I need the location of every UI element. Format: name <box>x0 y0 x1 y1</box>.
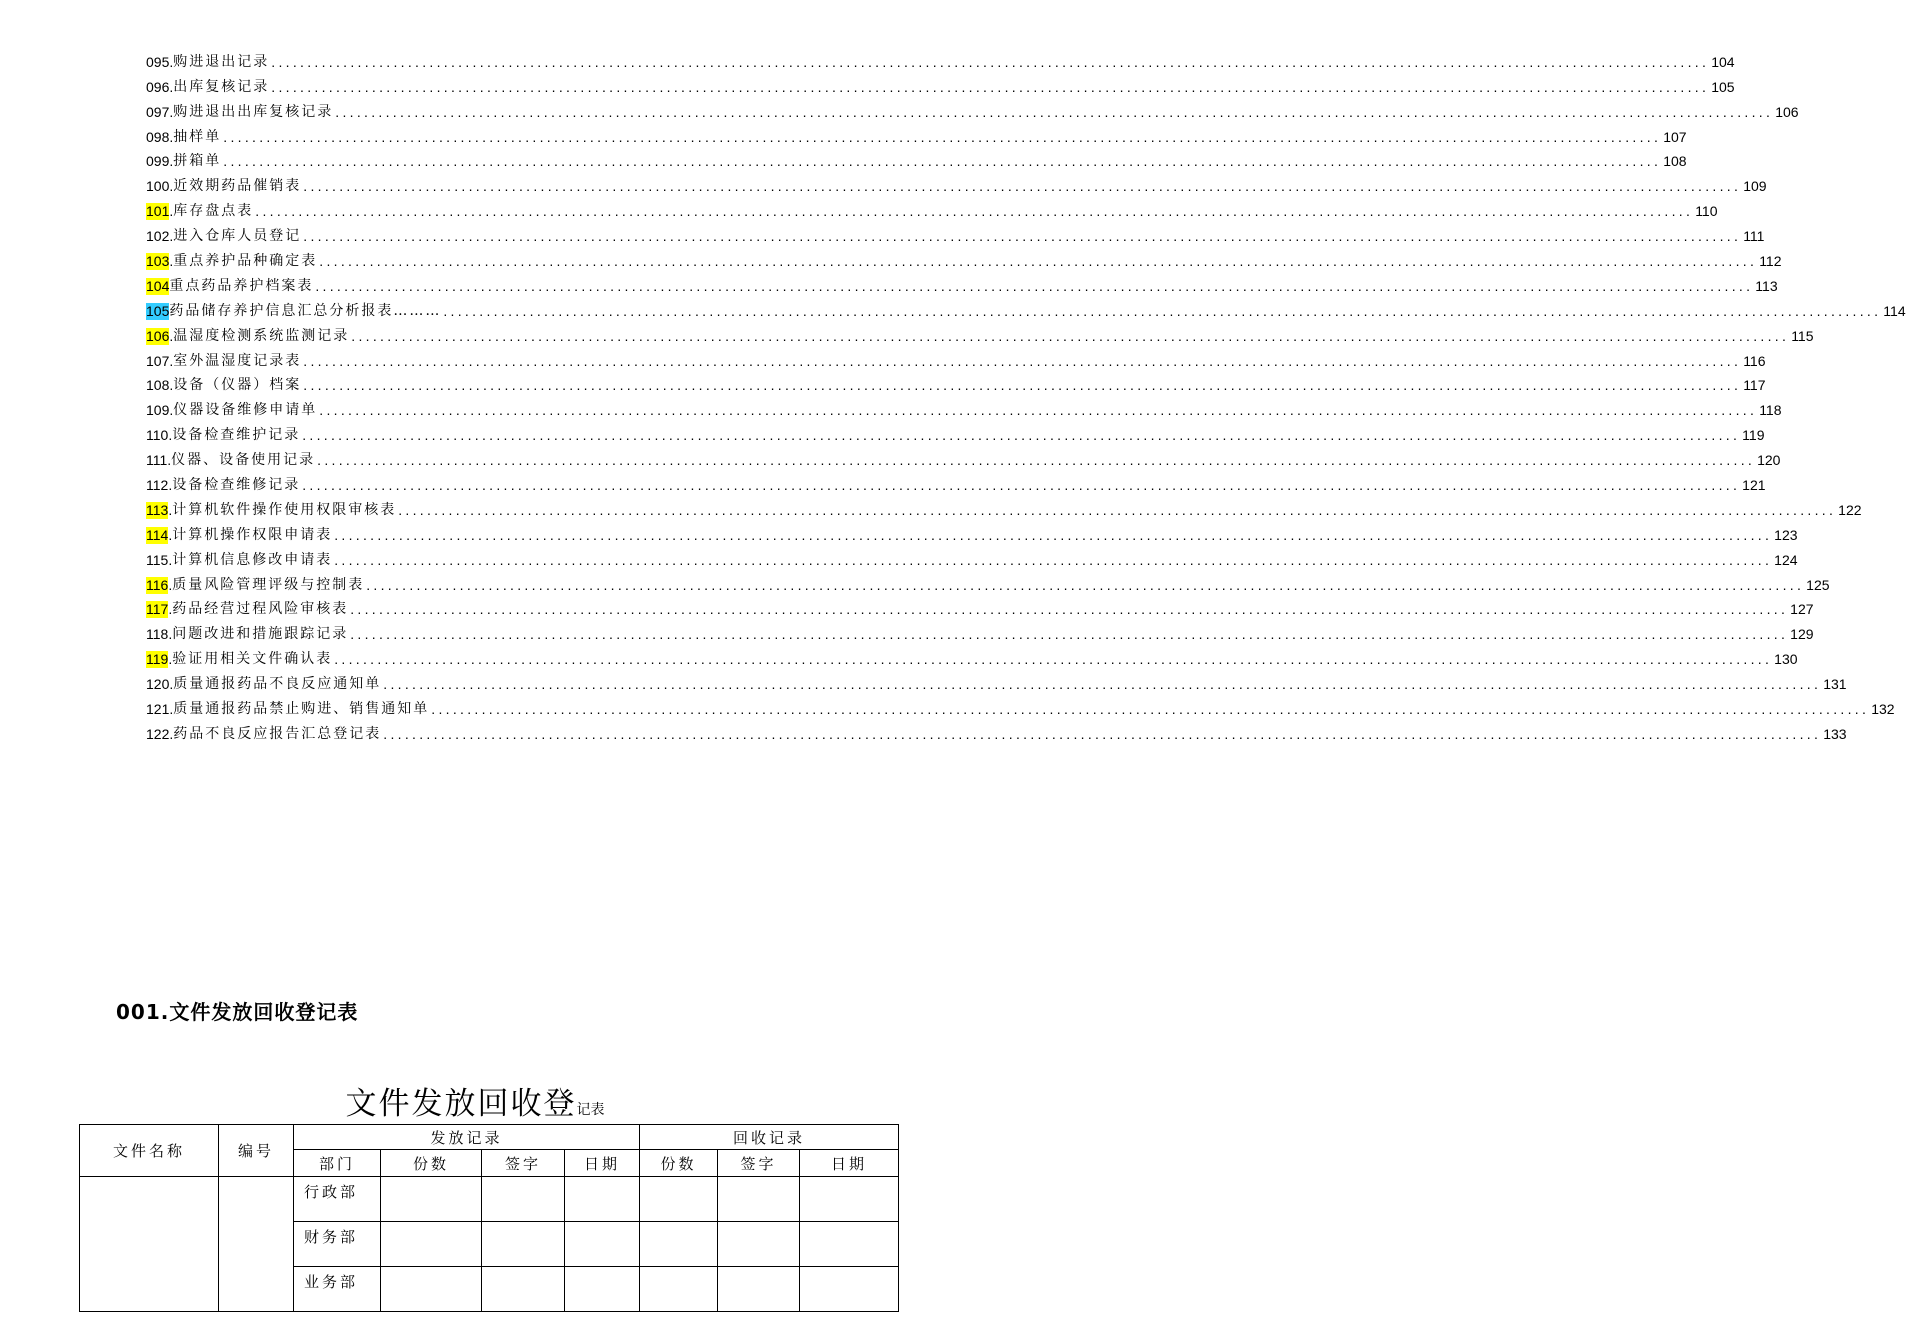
toc-page-number: 105 <box>1711 78 1735 95</box>
toc-page-number: 133 <box>1823 725 1847 742</box>
toc-number: 103 <box>146 253 170 270</box>
header-recycle-copies: 份数 <box>640 1150 718 1177</box>
toc-entry <box>146 718 1847 743</box>
header-issue-record: 发放记录 <box>294 1125 640 1150</box>
toc-entry <box>146 569 1830 594</box>
form-title-suffix: 记表 <box>576 1102 605 1118</box>
toc-dot-leader: ........................................................................................................................................................................................................ <box>334 551 1773 568</box>
toc-number: 119 <box>146 651 169 668</box>
toc-dot-leader: ........................................................................................................................................................................................................ <box>398 501 1837 518</box>
toc-dot-leader: ........................................................................................................................................................................................................ <box>350 601 1789 618</box>
empty-cell <box>718 1222 800 1267</box>
header-number: 编号 <box>219 1125 294 1177</box>
toc-number: 102 <box>146 228 170 245</box>
toc-title: 质量风险管理评级与控制表 <box>172 576 365 593</box>
toc-dot-leader: ........................................................................................................................................................................................................ <box>302 427 1741 444</box>
toc-dot-leader: ........................................................................................................................................................................................................ <box>255 203 1694 220</box>
toc-entry <box>146 220 1765 245</box>
toc-entry <box>146 96 1799 121</box>
toc-separator: . <box>168 477 173 494</box>
form-title-main: 文件发放回收登 <box>345 1086 577 1122</box>
toc-dot-leader: ........................................................................................................................................................................................................ <box>351 327 1790 344</box>
empty-cell <box>482 1222 565 1267</box>
toc-number: 107 <box>146 352 170 369</box>
toc-title: 室外温湿度记录表 <box>173 352 302 369</box>
empty-cell <box>482 1267 565 1312</box>
toc-dot-leader: ........................................................................................................................................................................................................ <box>350 626 1789 643</box>
toc-number: 118 <box>146 626 169 643</box>
toc-title: 计算机信息修改申请表 <box>172 551 333 568</box>
toc-title: 设备检查维护记录 <box>172 427 301 444</box>
toc-title: 购进退出出库复核记录 <box>173 103 334 120</box>
toc-number: 122 <box>146 725 170 742</box>
toc-number: 109 <box>146 402 170 419</box>
toc-dot-leader: ........................................................................................................................................................................................................ <box>271 53 1710 70</box>
toc-page-number: 119 <box>1742 427 1765 444</box>
toc-title: 重点养护品种确定表 <box>173 253 318 270</box>
table-row <box>80 1177 899 1222</box>
toc-dot-leader: ........................................................................................................................................................................................................ <box>223 128 1662 145</box>
toc-entry <box>146 345 1766 370</box>
header-recycle-record: 回收记录 <box>640 1125 899 1150</box>
header-issue-date: 日期 <box>565 1150 640 1177</box>
dept-cell: 业务部 <box>294 1267 381 1312</box>
toc-entry <box>146 469 1766 494</box>
toc-entry <box>146 370 1766 395</box>
toc-title: 温湿度检测系统监测记录 <box>173 327 350 344</box>
toc-page-number: 120 <box>1757 452 1781 469</box>
toc-number: 111 <box>146 452 168 469</box>
toc-entry <box>146 693 1895 718</box>
toc-title: 药品储存养护信息汇总分析报表……… <box>169 302 442 319</box>
toc-number: 098 <box>146 128 170 145</box>
empty-cell <box>640 1222 718 1267</box>
header-issue-copies: 份数 <box>381 1150 482 1177</box>
toc-page-number: 127 <box>1790 601 1814 618</box>
toc-page-number: 111 <box>1743 228 1765 245</box>
toc-page-number: 117 <box>1743 377 1766 394</box>
empty-cell <box>640 1267 718 1312</box>
toc-separator: . <box>169 352 174 369</box>
toc-number: 101 <box>146 203 170 220</box>
toc-separator: . <box>169 377 174 394</box>
toc-dot-leader: ........................................................................................................................................................................................................ <box>334 651 1773 668</box>
toc-separator: . <box>169 402 174 419</box>
empty-cell <box>381 1177 482 1222</box>
toc-title: 设备检查维修记录 <box>172 477 301 494</box>
toc-number: 099 <box>146 153 170 170</box>
toc-separator: . <box>169 103 174 120</box>
toc-entry <box>146 320 1814 345</box>
header-recycle-signature: 签字 <box>718 1150 800 1177</box>
toc-title: 药品不良反应报告汇总登记表 <box>173 725 382 742</box>
toc-dot-leader: ........................................................................................................................................................................................................ <box>443 302 1882 319</box>
toc-page-number: 109 <box>1743 178 1767 195</box>
empty-cell <box>718 1177 800 1222</box>
toc-page-number: 112 <box>1759 253 1782 270</box>
toc-page-number: 107 <box>1663 128 1687 145</box>
toc-separator: . <box>169 178 174 195</box>
toc-page-number: 131 <box>1823 676 1847 693</box>
toc-page-number: 115 <box>1791 327 1814 344</box>
toc-number: 113 <box>146 501 169 518</box>
toc-separator: . <box>169 701 174 718</box>
toc-entry <box>146 170 1767 195</box>
toc-separator: . <box>168 551 173 568</box>
toc-separator: . <box>168 626 173 643</box>
toc-number: 112 <box>146 477 169 494</box>
toc-page-number: 124 <box>1774 551 1798 568</box>
toc-page-number: 113 <box>1755 277 1778 294</box>
toc-number: 097 <box>146 103 170 120</box>
toc-dot-leader: ........................................................................................................................................................................................................ <box>271 78 1710 95</box>
empty-cell <box>800 1267 899 1312</box>
toc-title: 进入仓库人员登记 <box>173 228 302 245</box>
toc-entry <box>146 618 1814 643</box>
toc-dot-leader: ........................................................................................................................................................................................................ <box>303 352 1742 369</box>
toc-number: 116 <box>146 576 169 593</box>
dept-cell: 行政部 <box>294 1177 381 1222</box>
toc-entry <box>146 270 1778 295</box>
toc-page-number: 110 <box>1695 203 1718 220</box>
toc-separator: . <box>168 526 173 543</box>
toc-number: 095 <box>146 53 170 70</box>
toc-entry <box>146 195 1718 220</box>
toc-dot-leader: ........................................................................................................................................................................................................ <box>319 402 1758 419</box>
toc-dot-leader: ........................................................................................................................................................................................................ <box>302 477 1741 494</box>
toc-title: 购进退出记录 <box>173 53 270 70</box>
toc-page-number: 108 <box>1663 153 1687 170</box>
header-issue-signature: 签字 <box>482 1150 565 1177</box>
toc-entry <box>146 46 1735 71</box>
form-title <box>0 1078 950 1123</box>
toc-dot-leader: ........................................................................................................................................................................................................ <box>303 228 1742 245</box>
toc-separator: . <box>167 452 172 469</box>
toc-dot-leader: ........................................................................................................................................................................................................ <box>303 178 1742 195</box>
toc-separator: . <box>169 725 174 742</box>
section-heading: 001.文件发放回收登记表 <box>116 1000 359 1024</box>
toc-title: 重点药品养护档案表 <box>169 277 314 294</box>
file-name-cell <box>80 1177 219 1312</box>
toc-number: 106 <box>146 327 170 344</box>
toc-number: 100 <box>146 178 170 195</box>
empty-cell <box>640 1177 718 1222</box>
toc-number: 110 <box>146 427 169 444</box>
toc-entry <box>146 594 1814 619</box>
number-cell <box>219 1177 294 1312</box>
toc-title: 仪器设备维修申请单 <box>173 402 318 419</box>
toc-number: 096 <box>146 78 170 95</box>
toc-entry <box>146 419 1765 444</box>
toc-page-number: 116 <box>1743 352 1766 369</box>
toc-page-number: 104 <box>1711 53 1735 70</box>
toc-separator: . <box>169 78 174 95</box>
toc-dot-leader: ........................................................................................................................................................................................................ <box>334 526 1773 543</box>
toc-number: 120 <box>146 676 170 693</box>
empty-cell <box>565 1267 640 1312</box>
empty-cell <box>565 1177 640 1222</box>
toc-separator: . <box>169 327 174 344</box>
dept-cell: 财务部 <box>294 1222 381 1267</box>
toc-separator: . <box>168 427 173 444</box>
toc-dot-leader: ........................................................................................................................................................................................................ <box>303 377 1742 394</box>
toc-separator: . <box>168 651 173 668</box>
toc-number: 115 <box>146 551 169 568</box>
toc-title: 设备（仪器）档案 <box>173 377 302 394</box>
empty-cell <box>381 1267 482 1312</box>
toc-separator: . <box>168 576 173 593</box>
toc-dot-leader: ........................................................................................................................................................................................................ <box>383 676 1822 693</box>
toc-separator: . <box>169 153 174 170</box>
toc-separator: . <box>169 203 174 220</box>
toc-title: 计算机软件操作使用权限审核表 <box>172 501 397 518</box>
toc-page-number: 114 <box>1883 302 1906 319</box>
toc-number: 121 <box>146 701 170 718</box>
toc-entry <box>146 295 1906 320</box>
document-issue-recycle-table <box>79 1124 899 1312</box>
toc-page-number: 122 <box>1838 501 1862 518</box>
toc-title: 库存盘点表 <box>173 203 254 220</box>
toc-separator: . <box>169 53 174 70</box>
empty-cell <box>718 1267 800 1312</box>
toc-page-number: 132 <box>1871 701 1895 718</box>
toc-dot-leader: ........................................................................................................................................................................................................ <box>317 452 1756 469</box>
toc-page-number: 130 <box>1774 651 1798 668</box>
toc-page-number: 129 <box>1790 626 1814 643</box>
header-file-name: 文件名称 <box>80 1125 219 1177</box>
toc-title: 质量通报药品不良反应通知单 <box>173 676 382 693</box>
toc-entry <box>146 444 1781 469</box>
toc-title: 出库复核记录 <box>173 78 270 95</box>
toc-separator: . <box>168 601 173 618</box>
header-recycle-date: 日期 <box>800 1150 899 1177</box>
toc-title: 仪器、设备使用记录 <box>171 452 316 469</box>
toc-entry <box>146 643 1798 668</box>
toc-title: 验证用相关文件确认表 <box>172 651 333 668</box>
toc-page-number: 125 <box>1806 576 1830 593</box>
toc-entry <box>146 544 1798 569</box>
toc-entry <box>146 519 1798 544</box>
toc-title: 质量通报药品禁止购进、销售通知单 <box>173 701 430 718</box>
toc-dot-leader: ........................................................................................................................................................................................................ <box>366 576 1805 593</box>
toc-entry <box>146 668 1847 693</box>
toc-entry <box>146 245 1782 270</box>
toc-number: 105 <box>146 302 170 319</box>
toc-dot-leader: ........................................................................................................................................................................................................ <box>383 725 1822 742</box>
toc-dot-leader: ........................................................................................................................................................................................................ <box>431 701 1870 718</box>
toc-page-number: 123 <box>1774 526 1798 543</box>
toc-dot-leader: ........................................................................................................................................................................................................ <box>319 253 1758 270</box>
toc-separator: . <box>169 253 174 270</box>
empty-cell <box>800 1222 899 1267</box>
toc-dot-leader: ........................................................................................................................................................................................................ <box>335 103 1774 120</box>
header-issue-dept: 部门 <box>294 1150 381 1177</box>
empty-cell <box>482 1177 565 1222</box>
toc-page-number: 118 <box>1759 402 1782 419</box>
toc-title: 近效期药品催销表 <box>173 178 302 195</box>
toc-number: 114 <box>146 526 169 543</box>
toc-dot-leader: ........................................................................................................................................................................................................ <box>223 153 1662 170</box>
toc-number: 108 <box>146 377 170 394</box>
toc-title: 抽样单 <box>173 128 222 145</box>
toc-entry <box>146 71 1735 96</box>
toc-title: 问题改进和措施跟踪记录 <box>172 626 349 643</box>
toc-title: 药品经营过程风险审核表 <box>172 601 349 618</box>
toc-entry <box>146 146 1687 171</box>
toc-number: 104 <box>146 277 170 294</box>
empty-cell <box>381 1222 482 1267</box>
table-of-contents <box>146 46 1906 743</box>
toc-title: 计算机操作权限申请表 <box>172 526 333 543</box>
toc-entry <box>146 394 1782 419</box>
toc-separator: . <box>168 501 173 518</box>
toc-dot-leader: ........................................................................................................................................................................................................ <box>315 277 1754 294</box>
empty-cell <box>565 1222 640 1267</box>
empty-cell <box>800 1177 899 1222</box>
toc-entry <box>146 494 1862 519</box>
toc-separator: . <box>169 228 174 245</box>
toc-separator: . <box>169 128 174 145</box>
toc-page-number: 106 <box>1775 103 1799 120</box>
toc-title: 拼箱单 <box>173 153 222 170</box>
toc-number: 117 <box>146 601 169 618</box>
toc-entry <box>146 121 1687 146</box>
toc-page-number: 121 <box>1742 477 1766 494</box>
toc-separator: . <box>169 676 174 693</box>
